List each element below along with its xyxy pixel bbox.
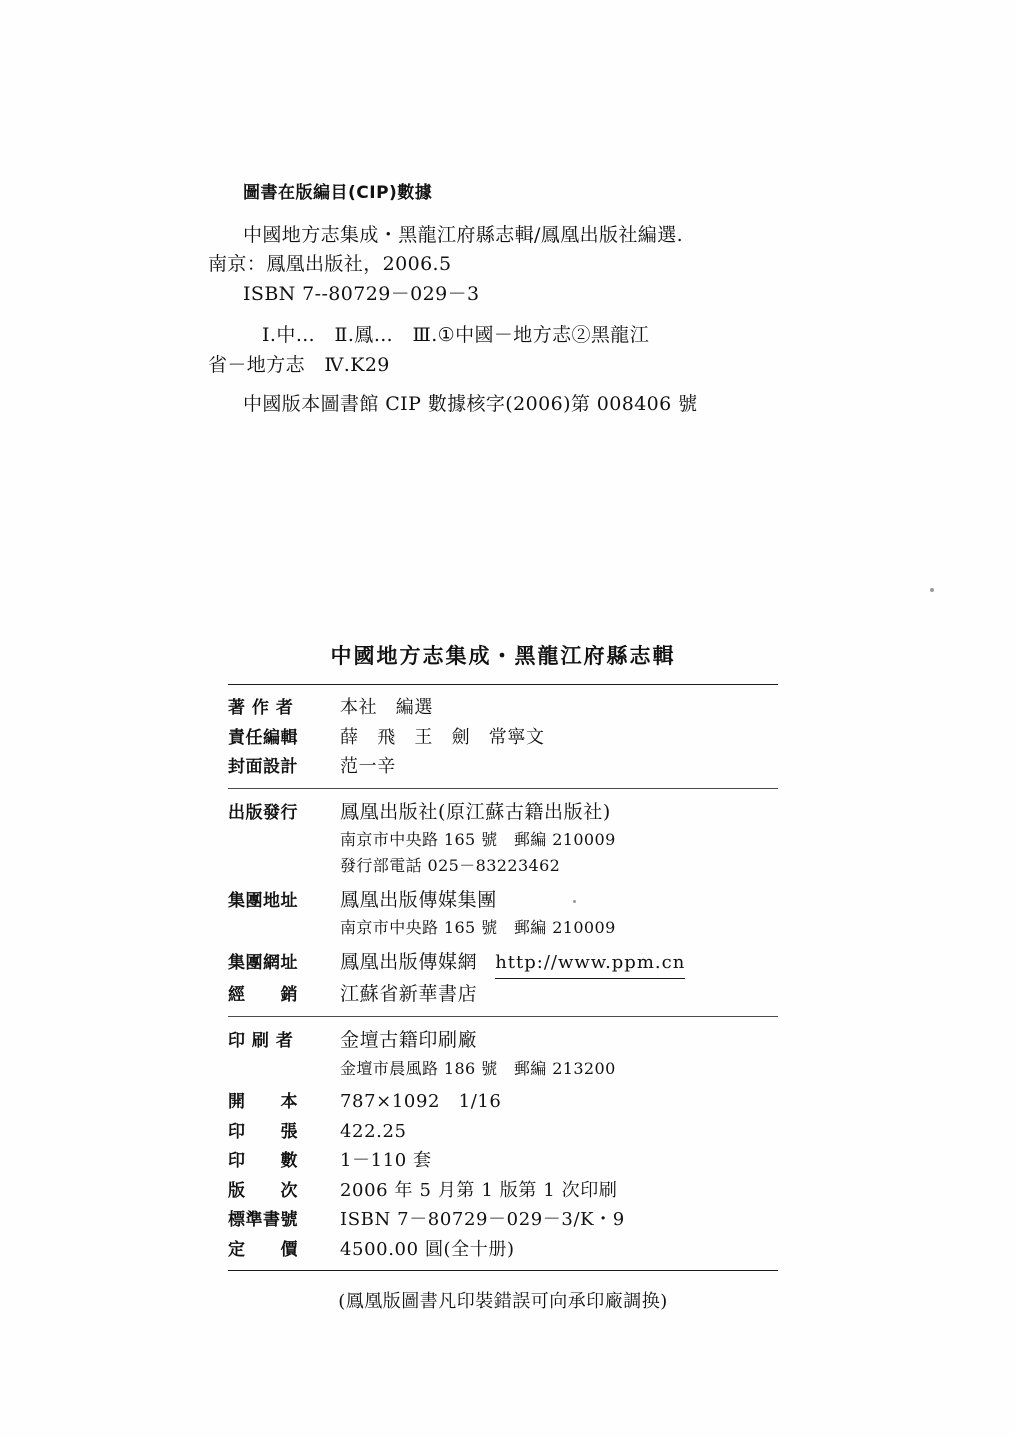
printer-address: 金壇市晨風路 186 號 郵編 213200 bbox=[340, 1058, 616, 1078]
group-website-value: 鳳凰出版傳媒網 bbox=[340, 950, 478, 973]
credit-value-author: 本社 編選 bbox=[340, 697, 433, 718]
group-address-detail: 南京市中央路 165 號 郵編 210009 bbox=[340, 918, 616, 938]
spec-row-edition bbox=[228, 1176, 778, 1206]
divider-bottom bbox=[228, 1270, 778, 1271]
spec-label-isbn: 標準書號 bbox=[228, 1210, 298, 1231]
scan-speck bbox=[930, 588, 934, 592]
spec-row-price bbox=[228, 1235, 778, 1265]
printer-row bbox=[228, 1025, 778, 1056]
printer-value: 金壇古籍印刷廠 bbox=[340, 1028, 478, 1051]
cip-line-imprint: 南京：鳳凰出版社，2006.5 bbox=[208, 253, 452, 276]
cip-line-classification-1: Ⅰ.中… Ⅱ.鳳… Ⅲ.①中國－地方志②黑龍江 bbox=[262, 324, 650, 347]
spec-label-price: 定 價 bbox=[228, 1239, 298, 1260]
spec-label-sheets: 印 張 bbox=[228, 1121, 298, 1142]
distribution-label: 經 銷 bbox=[228, 985, 298, 1006]
credit-row-author bbox=[228, 693, 778, 723]
group-website-row bbox=[228, 947, 778, 979]
production-section bbox=[228, 1017, 778, 1271]
exchange-note: (鳳凰版圖書凡印裝錯誤可向承印廠調换) bbox=[338, 1291, 668, 1313]
printer-label: 印 刷 者 bbox=[228, 1030, 294, 1051]
spec-value-format: 787×1092 1/16 bbox=[340, 1091, 502, 1113]
cip-archive-number: 中國版本圖書館 CIP 數據核字(2006)第 008406 號 bbox=[243, 393, 698, 416]
credit-row-cover-design bbox=[228, 752, 778, 782]
spec-value-sheets: 422.25 bbox=[340, 1120, 407, 1142]
colophon-block bbox=[228, 640, 778, 1313]
spec-value-price: 4500.00 圓(全十册) bbox=[340, 1238, 515, 1260]
cip-line-classification-2: 省－地方志 Ⅳ.K29 bbox=[208, 353, 390, 376]
spec-row-copies bbox=[228, 1146, 778, 1176]
credit-value-cover-design: 范一辛 bbox=[340, 756, 396, 778]
group-address-label: 集團地址 bbox=[228, 890, 298, 911]
distribution-value: 江蘇省新華書店 bbox=[340, 983, 478, 1006]
spec-label-format: 開 本 bbox=[228, 1092, 298, 1113]
credit-label-author: 著 作 者 bbox=[228, 698, 294, 718]
publisher-section bbox=[228, 789, 778, 1016]
spec-row-isbn bbox=[228, 1205, 778, 1235]
cip-line-isbn: ISBN 7--80729－029－3 bbox=[243, 282, 480, 305]
cip-line-title: 中國地方志集成・黑龍江府縣志輯/鳳凰出版社編選. bbox=[243, 224, 684, 246]
spec-row-format bbox=[228, 1087, 778, 1117]
credit-label-cover-design: 封面設計 bbox=[228, 757, 298, 778]
spec-row-sheets bbox=[228, 1117, 778, 1147]
group-address-value: 鳳凰出版傳媒集團 bbox=[340, 888, 497, 911]
publisher-address: 南京市中央路 165 號 郵編 210009 bbox=[340, 830, 616, 850]
credits-section bbox=[228, 685, 778, 788]
credit-label-editor: 責任編輯 bbox=[228, 727, 298, 748]
group-website-link[interactable]: http://www.ppm.cn bbox=[495, 948, 685, 979]
distribution-row bbox=[228, 979, 778, 1010]
group-website-label: 集團網址 bbox=[228, 952, 298, 973]
credit-row-editor bbox=[228, 723, 778, 753]
publisher-row bbox=[228, 797, 778, 828]
spec-label-copies: 印 數 bbox=[228, 1151, 298, 1172]
publisher-phone: 發行部電話 025－83223462 bbox=[340, 855, 561, 875]
cip-block bbox=[208, 178, 828, 420]
group-address-row bbox=[228, 885, 778, 916]
cip-heading: 圖書在版編目(CIP)數據 bbox=[243, 183, 433, 203]
credit-value-editor: 薛 飛 王 劍 常寧文 bbox=[340, 726, 545, 748]
spec-value-edition: 2006 年 5 月第 1 版第 1 次印刷 bbox=[340, 1179, 618, 1201]
spec-value-copies: 1－110 套 bbox=[340, 1150, 432, 1172]
spec-label-edition: 版 次 bbox=[228, 1180, 298, 1201]
publisher-value: 鳳凰出版社(原江蘇古籍出版社) bbox=[340, 800, 611, 823]
colophon-title: 中國地方志集成・黑龍江府縣志輯 bbox=[330, 644, 676, 668]
publisher-label: 出版發行 bbox=[228, 802, 298, 823]
spec-value-isbn: ISBN 7－80729－029－3/K・9 bbox=[340, 1209, 625, 1231]
